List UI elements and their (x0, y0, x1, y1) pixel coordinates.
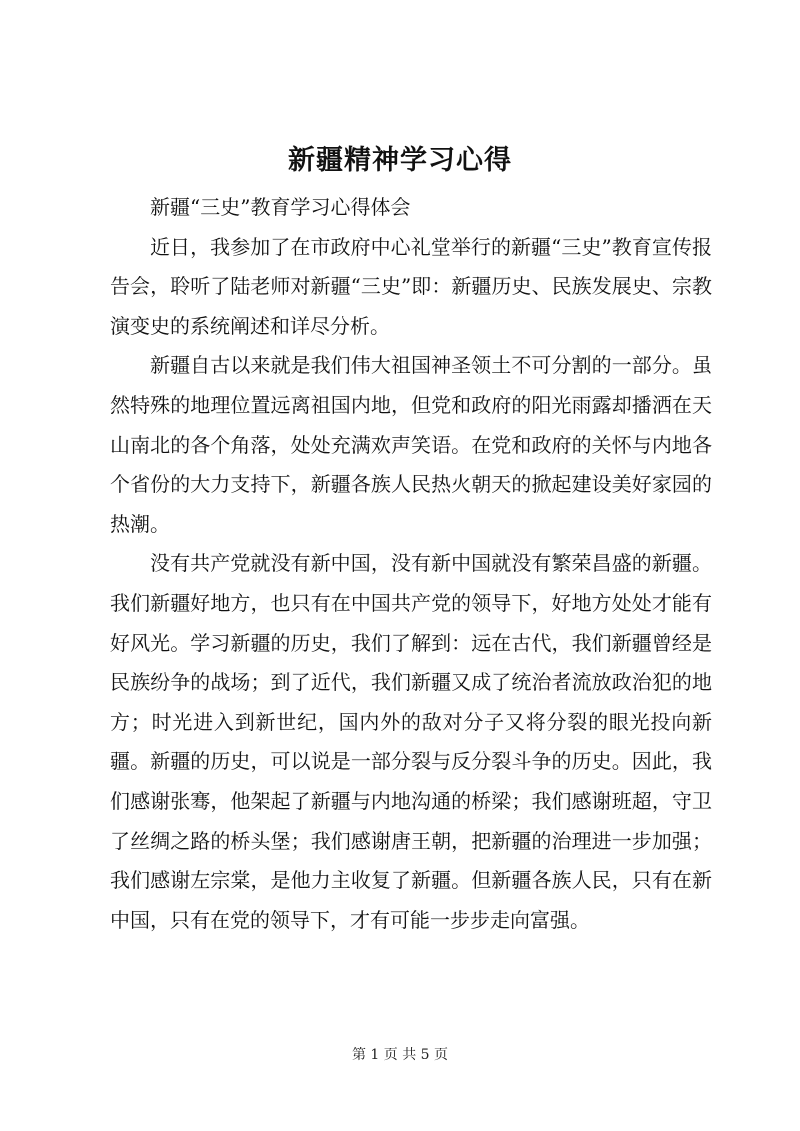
body-paragraph-1: 近日，我参加了在市政府中心礼堂举行的新疆“三史”教育宣传报告会，聆听了陆老师对新疆“三史”即：新疆历史、民族发展史、宗教演变史的系统阐述和详尽分析。 (110, 234, 712, 338)
document-title: 新疆精神学习心得 (288, 145, 512, 176)
page-footer: 第 1 页 共 5 页 (351, 1047, 449, 1063)
subtitle-paragraph: 新疆“三史”教育学习心得体会 (150, 195, 411, 219)
body-paragraph-3: 没有共产党就没有新中国，没有新中国就没有繁荣昌盛的新疆。我们新疆好地方，也只有在中国共产党的领导下，好地方处处才能有好风光。学习新疆的历史，我们了解到：远在古代，我们新疆曾经是民族纷争的战场；到了近代，我们新疆又成了统治者流放政治犯的地方；时光进入到新世纪，国内外的敌对分子又将分裂的眼光投向新疆。新疆的历史，可以说是一部分裂与反分裂斗争的历史。因此，我们感谢张骞，他架起了新疆与内地沟通的桥梁；我们感谢班超，守卫了丝绸之路的桥头堡；我们感谢唐王朝，把新疆的治理进一步加强；我们感谢左宗棠，是他力主收复了新疆。但新疆各族人民，只有在新中国，只有在党的领导下，才有可能一步步走向富强。 (110, 551, 712, 932)
body-paragraph-2: 新疆自古以来就是我们伟大祖国神圣领土不可分割的一部分。虽然特殊的地理位置远离祖国内地，但党和政府的阳光雨露却播洒在天山南北的各个角落，处处充满欢声笑语。在党和政府的关怀与内地各个省份的大力支持下，新疆各族人民热火朝天的掀起建设美好家园的热潮。 (110, 353, 712, 536)
document-body (110, 188, 712, 940)
